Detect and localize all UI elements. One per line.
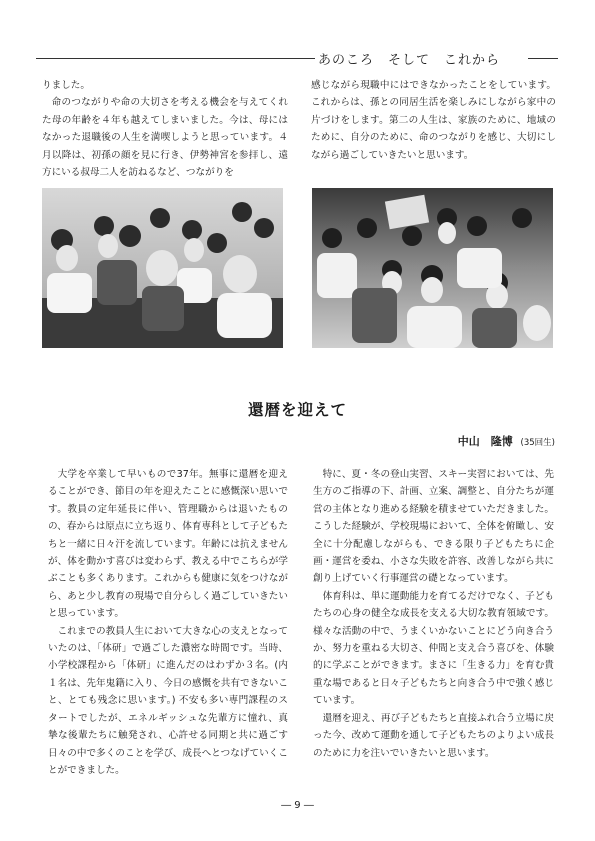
author-byline: [458, 433, 555, 449]
paragraph: 還暦を迎え、再び子どもたちと直接ふれ合う立場に戻った今、改めて運動を通して子どもたちのよりよい成長のために力を注いでいきたいと思います。: [313, 712, 554, 759]
section1-right-column: [311, 77, 556, 164]
section1-left-column: [42, 77, 288, 181]
paragraph: 大学を卒業して早いもので37年。無事に還暦を迎えることができ、節目の年を迎えたことに感慨深い思いです。教員の定年延長に伴い、管理職からは退いたものの、春からは原点に立ち返り、体育専科として子どもたちと一緒に日々汗を流しています。年齢には抗えませんが、体を動かす喜びは変わらず、教える中でこちらが学ぶことも多くあります。これからも健康に気をつけながら、あと少し教育の現場で自分らしく過ごしていきたいと思っています。: [48, 469, 288, 620]
author-generation: (35回生): [520, 438, 555, 448]
group-photo-right: [312, 188, 553, 348]
header-title: あのころ そして これから: [318, 53, 501, 68]
paragraph: 体育科は、単に運動能力を育てるだけでなく、子どもたちの心身の健全な成長を支える大切な教育領域です。様々な活動の中で、うまくいかないことにどう向き合うか、努力を重ねる大切さ、仲間と支え合う喜びを、体験的に学ぶことができます。まさに「生きる力」を育む貴重な場であると日々子どもたちと向き合う中で強く感じています。: [313, 590, 554, 707]
article-right-column: [313, 466, 554, 762]
group-photo-left: [42, 188, 283, 348]
header-rule-left: [36, 58, 315, 59]
paragraph: 特に、夏・冬の登山実習、スキー実習においては、先生方のご指導の下、計画、立案、調整と、自分たちが運営の主体となり進める経験を積ませていただきました。こうした経験が、学校現場において、全体を俯瞰し、安全に十分配慮しながらも、できる限り子どもたちに企画・運営を委ね、小さな失敗を許容、改善しながら共に創り上げていく行事運営の礎となっています。: [313, 469, 554, 585]
paragraph: これまでの教員人生において大きな心の支えとなっていたのは、「体研」で過ごした濃密な時間です。当時、小学校課程から「体研」に進んだのはわずか３名。(内１名は、先年鬼籍に入り、今日の感慨を共有できないこと、とても残念に思います。) 不安も多い専門課程のスタートでしたが、エネルギッシュな先輩方に憧れ、真摯な後輩たちに触発され、心許せる同期と共に過ごす日々の中で多くのことを学び、成長へとつなげていくことができました。: [48, 625, 288, 776]
paragraph: 感じながら現職中にはできなかったことをしています。これからは、孫との同居生活を楽しみにしながら家中の片づけをします。第二の人生は、家族のために、地域のために、自分のために、命のつながりを感じ、大切にしながら過ごしていきたいと思います。: [311, 80, 556, 161]
header-rule-right: [528, 58, 558, 59]
paragraph: りました。: [42, 80, 90, 91]
page-number: ― 9 ―: [281, 800, 314, 811]
author-name: 中山 隆博: [457, 435, 513, 448]
paragraph: 命のつながりや命の大切さを考える機会を与えてくれた母の年齢を４年も越えてしまいました。今は、母にはなかった退職後の人生を満喫しようと思っています。４月以降は、初孫の顔を見に行き、伊勢神宮を参拝し、遠方にいる叔母二人を訪ねるなど、つながりを: [42, 97, 288, 179]
article-title: 還暦を迎えて: [247, 401, 347, 419]
article-left-column: [48, 466, 288, 779]
